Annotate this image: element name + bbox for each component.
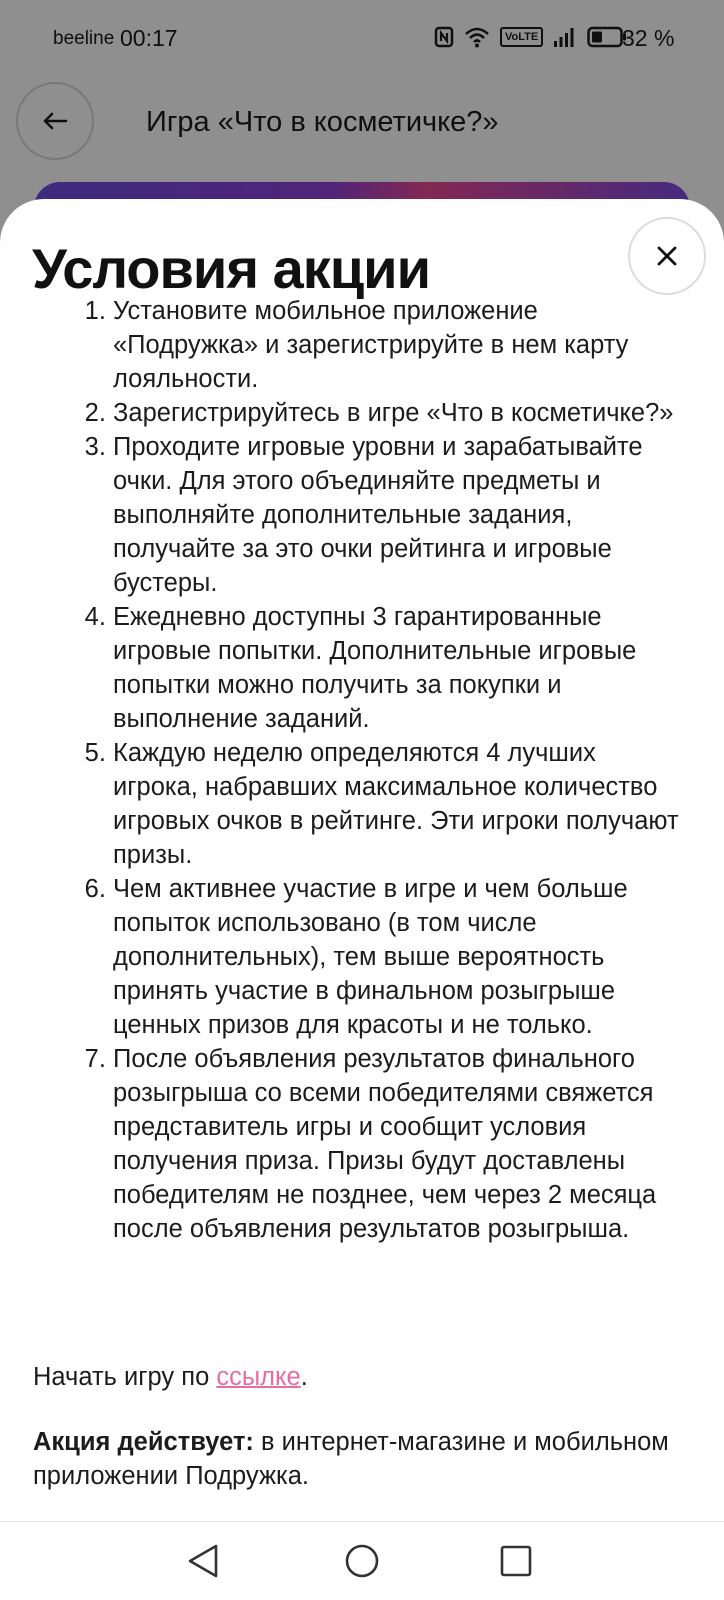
promo-label: Акция действует: (33, 1428, 254, 1456)
rule-item: 1. Установите мобильное приложение «Подружка» и зарегистрируйте в нем карту лояльности. (113, 294, 684, 396)
page-title: Игра «Что в косметичке?» (146, 106, 499, 138)
nav-home-button[interactable] (337, 1536, 387, 1586)
rule-item: 2. Зарегистрируйтесь в игре «Что в косметичке?» (113, 396, 684, 430)
square-recents-icon (499, 1544, 533, 1578)
terms-sheet (0, 199, 724, 1521)
promo-availability (33, 1425, 693, 1493)
start-prefix: Начать игру по (33, 1363, 217, 1391)
volte-badge: VoLTE (500, 27, 543, 47)
close-button[interactable] (628, 217, 706, 295)
rule-item: 4. Ежедневно доступны 3 гарантированные игровые попытки. Дополнительные игровые попытки можно получить за покупки и выполнение заданий. (113, 600, 684, 736)
rules-list (0, 294, 724, 1246)
promo-text: в интернет-магазине и мобильном приложении Подружка. (33, 1428, 669, 1490)
start-game-link[interactable]: ссылке (216, 1363, 301, 1391)
rule-item: 5. Каждую неделю определяются 4 лучших игрока, набравших максимальное количество игровых очков в рейтинге. Эти игроки получают призы. (113, 736, 684, 872)
circle-home-icon (344, 1543, 380, 1579)
nav-recents-button[interactable] (491, 1536, 541, 1586)
rule-item: 3. Проходите игровые уровни и зарабатывайте очки. Для этого объединяйте предметы и выполняйте дополнительные задания, получайте за это очки рейтинга и игровые бустеры. (113, 430, 684, 600)
clock: 00:17 (120, 25, 178, 51)
close-icon (656, 245, 678, 267)
nav-back-button[interactable] (178, 1536, 228, 1586)
sheet-title: Условия акции (32, 237, 431, 300)
rule-item: 7. После объявления результатов финального розыгрыша со всеми победителями свяжется представитель игры и сообщит условия получения приза. Призы будут доставлены победителям не позднее, чем через 2 месяца после объявления результатов розыгрыша. (113, 1042, 684, 1246)
battery-percent: 32 % (622, 25, 675, 51)
rule-item: 6. Чем активнее участие в игре и чем больше попыток использовано (в том числе дополнительных), тем выше вероятность принять участие в финальном розыгрыше ценных призов для красоты и не только. (113, 872, 684, 1042)
triangle-back-icon (186, 1543, 220, 1579)
navigation-bar (0, 1521, 724, 1600)
carrier-label: beeline (53, 28, 115, 49)
start-game-line (33, 1363, 308, 1392)
start-suffix: . (300, 1363, 308, 1391)
